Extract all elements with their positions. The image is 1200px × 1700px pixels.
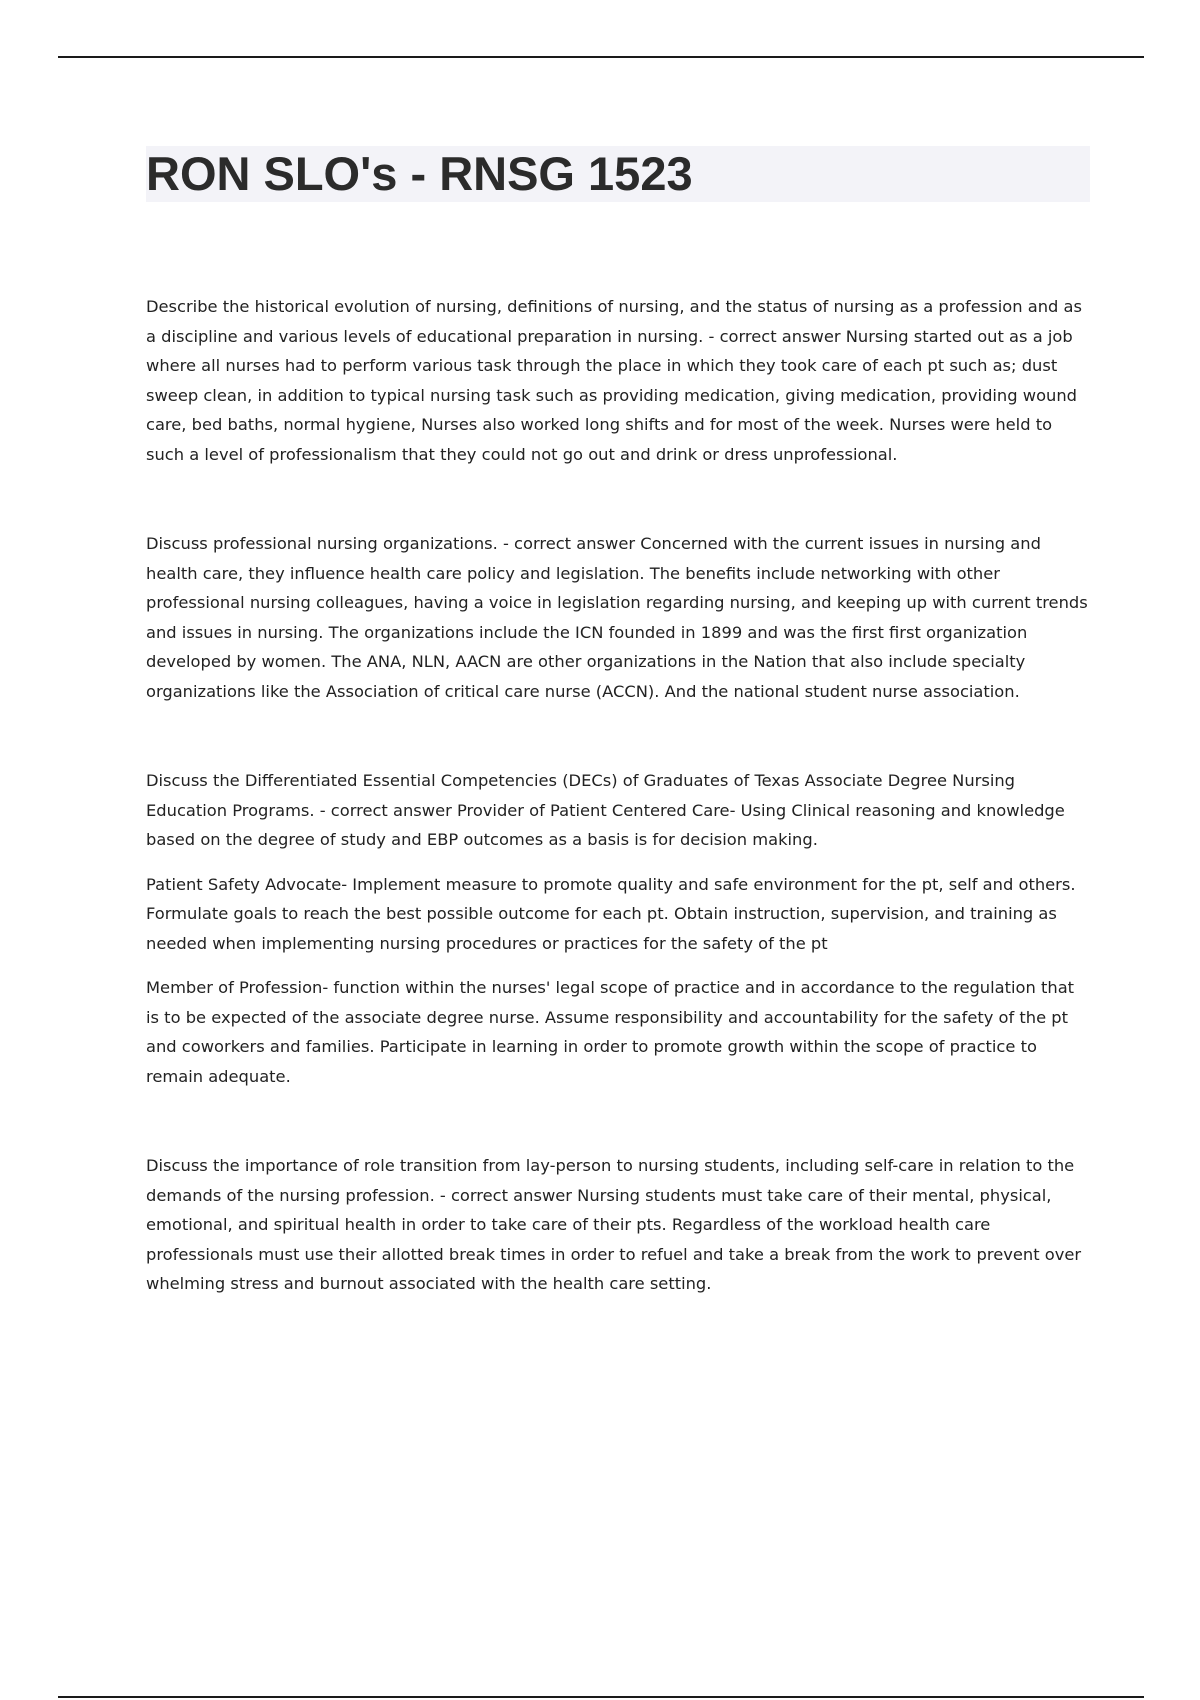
paragraph-member-of-profession: Member of Profession- function within the nurses' legal scope of practice and in accordance to the regulation that is to be expected of the associate degree nurse. Assume responsibility and accountability for the safety of the pt and coworkers and families. Participate in learning in order to promote growth within the scope of practice to remain adequate. bbox=[146, 978, 1075, 1086]
bottom-rule bbox=[58, 1696, 1144, 1698]
paragraph-historical-evolution: Describe the historical evolution of nursing, definitions of nursing, and the status of nursing as a profession and as a discipline and various levels of educational preparation in nursing. - correct answer Nursing started out as a job where all nurses had to perform various task through the place in which they took care of each pt such as; dust sweep clean, in addition to typical nursing task such as providing medication, giving medication, providing wound care, bed baths, normal hygiene, Nurses also worked long shifts and for most of the week. Nurses were held to such a level of professionalism that they could not go out and drink or dress unprofessional. bbox=[146, 297, 1082, 464]
top-rule bbox=[58, 56, 1144, 58]
page-title: RON SLO's - RNSG 1523 bbox=[146, 147, 693, 200]
paragraph-patient-safety-advocate: Patient Safety Advocate- Implement measure to promote quality and safe environment for the pt, self and others. Formulate goals to reach the best possible outcome for each pt. Obtain instruction, supervision, and training as needed when implementing nursing procedures or practices for the safety of the pt bbox=[146, 874, 1076, 953]
paragraph-decs: Discuss the Differentiated Essential Competencies (DECs) of Graduates of Texas Associate Degree Nursing Education Programs. - correct answer Provider of Patient Centered Care- Using Clinical reasoning and knowledge based on the degree of study and EBP outcomes as a basis is for decision making. bbox=[146, 771, 1065, 849]
paragraph-professional-organizations: Discuss professional nursing organizations. - correct answer Concerned with the current issues in nursing and health care, they influence health care policy and legislation. The benefits include networking with other professional nursing colleagues, having a voice in legislation regarding nursing, and keeping up with current trends and issues in nursing. The organizations include the ICN founded in 1899 and was the first first organization developed by women. The ANA, NLN, AACN are other organizations in the Nation that also include specialty organizations like the Association of critical care nurse (ACCN). And the national student nurse association. bbox=[146, 534, 1088, 701]
paragraph-role-transition: Discuss the importance of role transition from lay-person to nursing students, including self-care in relation to the demands of the nursing profession. - correct answer Nursing students must take care of their mental, physical, emotional, and spiritual health in order to take care of their pts. Regardless of the workload health care professionals must use their allotted break times in order to refuel and take a break from the work to prevent over whelming stress and burnout associated with the health care setting. bbox=[146, 1156, 1082, 1293]
document-body bbox=[146, 292, 1092, 1299]
